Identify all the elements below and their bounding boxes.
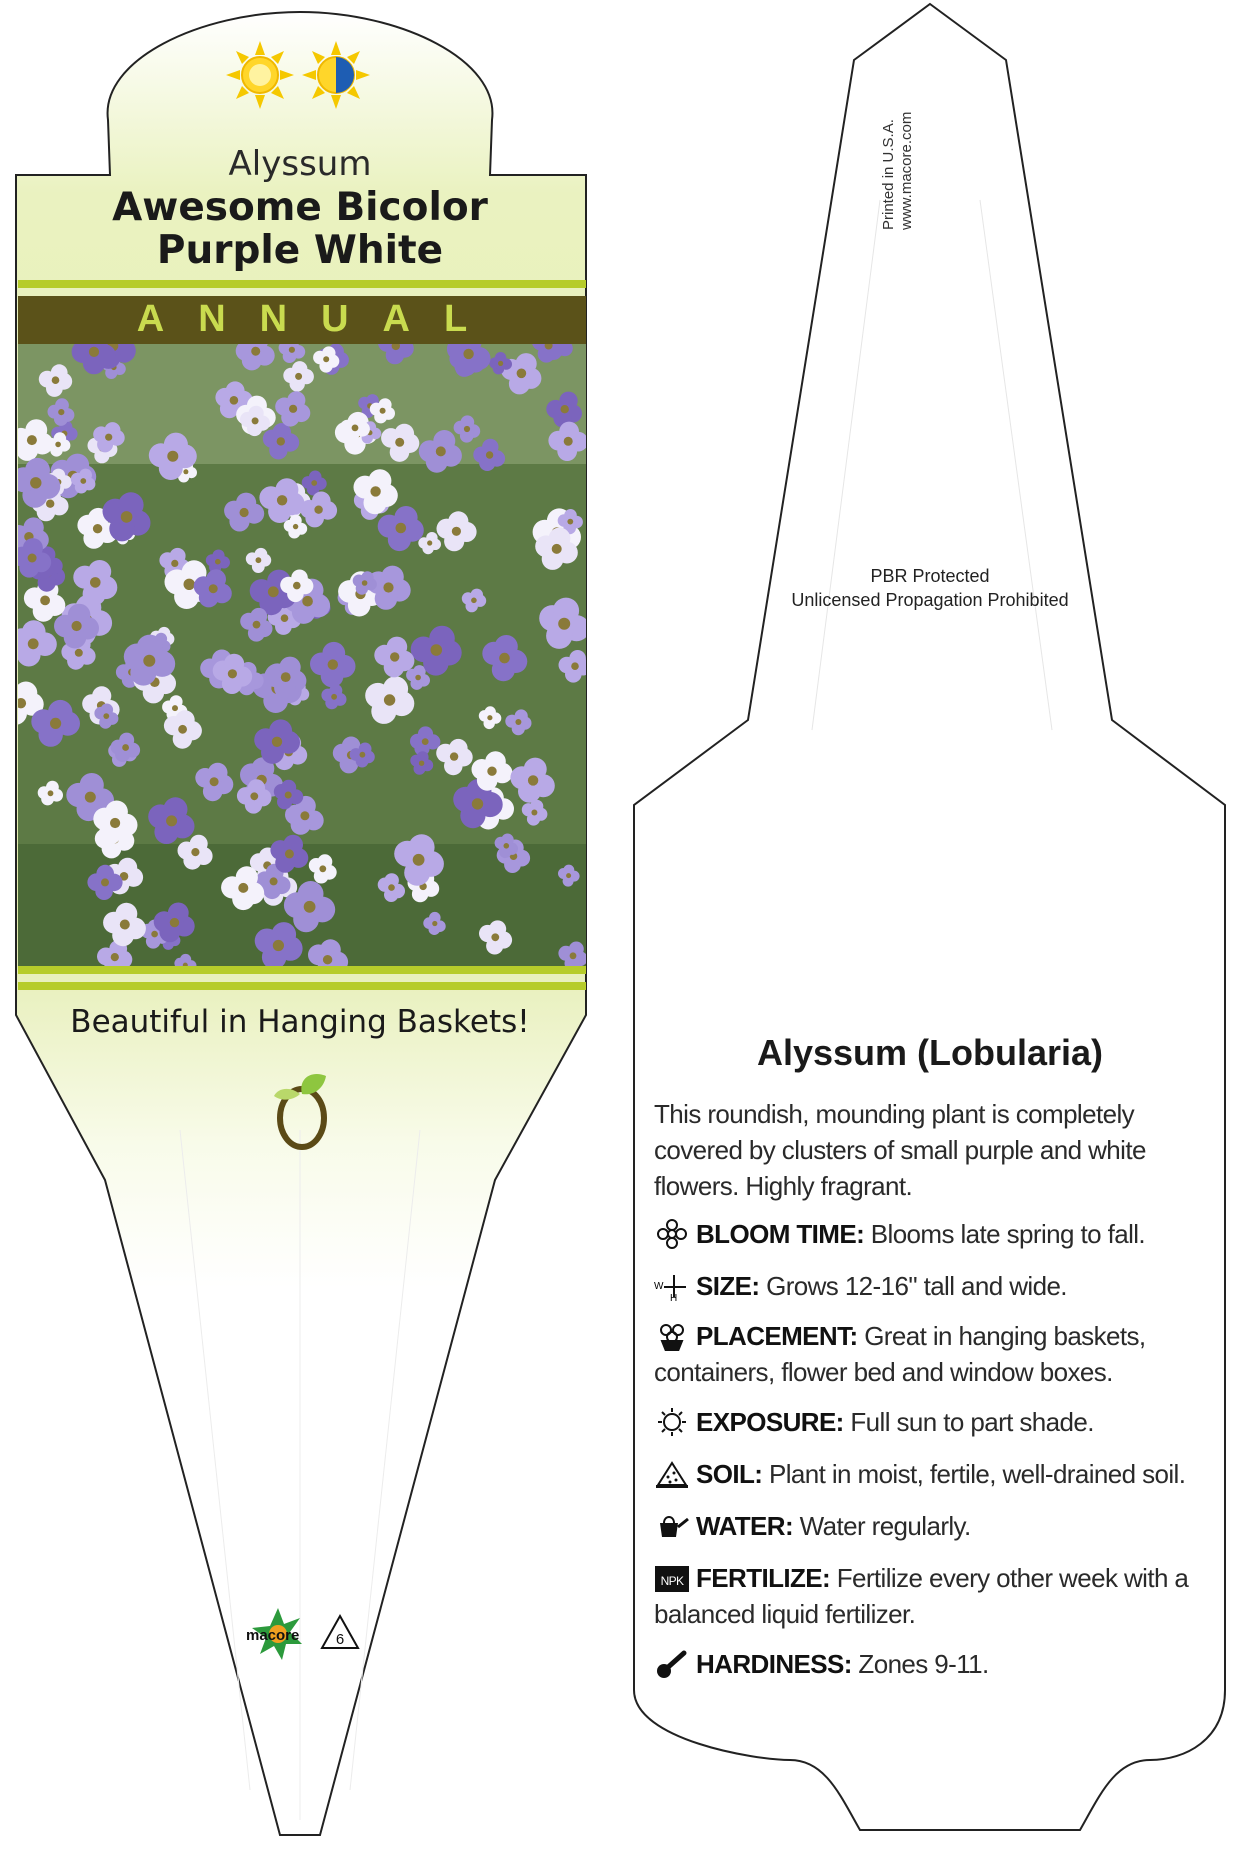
care-text: Blooms late spring to fall. (870, 1219, 1146, 1249)
soil-icon (654, 1459, 690, 1489)
care-size (654, 1268, 1216, 1304)
care-text: Water regularly. (799, 1511, 971, 1541)
svg-text:H: H (670, 1293, 677, 1301)
care-soil (654, 1456, 1216, 1492)
care-text: Fertilize every other week with a balanced liquid fertilizer. (654, 1563, 1189, 1629)
part-shade-icon (302, 41, 370, 109)
svg-text:NPK: NPK (660, 1574, 684, 1588)
pbr-line-1: PBR Protected (870, 566, 990, 586)
size-icon (654, 1271, 690, 1301)
thermometer-icon (654, 1649, 690, 1679)
tagline: Beautiful in Hanging Baskets! (70, 1004, 530, 1040)
full-sun-icon (226, 41, 294, 109)
npk-icon (654, 1563, 690, 1593)
brand-name: macore (246, 1627, 300, 1644)
sun-outline-icon (654, 1407, 690, 1437)
flower-icon (654, 1219, 690, 1249)
plant-description: This roundish, mounding plant is completely covered by clusters of small purple and white flowers. Highly fragrant. (654, 1099, 1146, 1201)
care-fertilize (654, 1560, 1216, 1632)
recycle-icon (322, 1616, 358, 1648)
svg-text:W: W (654, 1281, 663, 1292)
care-label: SIZE: (696, 1271, 760, 1301)
lime-divider-top (18, 280, 586, 288)
placement-icon (654, 1321, 690, 1351)
seed-logo-icon (268, 1068, 338, 1154)
care-text: Full sun to part shade. (850, 1407, 1094, 1437)
care-text: Grows 12-16" tall and wide. (766, 1271, 1067, 1301)
watering-can-icon (654, 1511, 690, 1541)
pbr-notice (700, 564, 1160, 612)
care-water (654, 1508, 1216, 1544)
care-placement (654, 1318, 1216, 1390)
plant-photo (18, 344, 586, 966)
front-variety-name (0, 186, 600, 272)
macore-brand-logo (244, 1604, 364, 1664)
back-tag-outline (634, 4, 1225, 1830)
care-bloom-time (654, 1216, 1216, 1252)
care-text: Zones 9-11. (858, 1649, 989, 1679)
care-label: PLACEMENT: (696, 1321, 858, 1351)
lime-divider-mid (18, 966, 586, 974)
sun-exposure-icons (222, 38, 372, 112)
care-label: BLOOM TIME: (696, 1219, 865, 1249)
plant-type-label: ANNUAL (136, 298, 502, 340)
print-info (880, 112, 916, 230)
care-text: Great in hanging baskets, containers, flower bed and window boxes. (654, 1321, 1146, 1387)
care-text: Plant in moist, fertile, well-drained soil. (768, 1459, 1186, 1489)
recycle-number: 6 (335, 1631, 345, 1648)
printed-in: Printed in U.S.A. (880, 119, 897, 230)
care-exposure (654, 1404, 1216, 1440)
care-label: WATER: (696, 1511, 794, 1541)
website: www.macore.com (898, 111, 915, 230)
care-label: FERTILIZE: (696, 1563, 831, 1593)
variety-line-2: Purple White (156, 228, 444, 273)
care-hardiness (654, 1646, 1216, 1682)
pbr-line-2: Unlicensed Propagation Prohibited (791, 590, 1069, 610)
care-label: HARDINESS: (696, 1649, 852, 1679)
variety-line-1: Awesome Bicolor (112, 185, 488, 230)
care-label: EXPOSURE: (696, 1407, 844, 1437)
front-genus: Alyssum (228, 144, 372, 184)
lime-divider-bottom (18, 982, 586, 990)
care-label: SOIL: (696, 1459, 763, 1489)
back-title: Alyssum (Lobularia) (756, 1032, 1104, 1073)
